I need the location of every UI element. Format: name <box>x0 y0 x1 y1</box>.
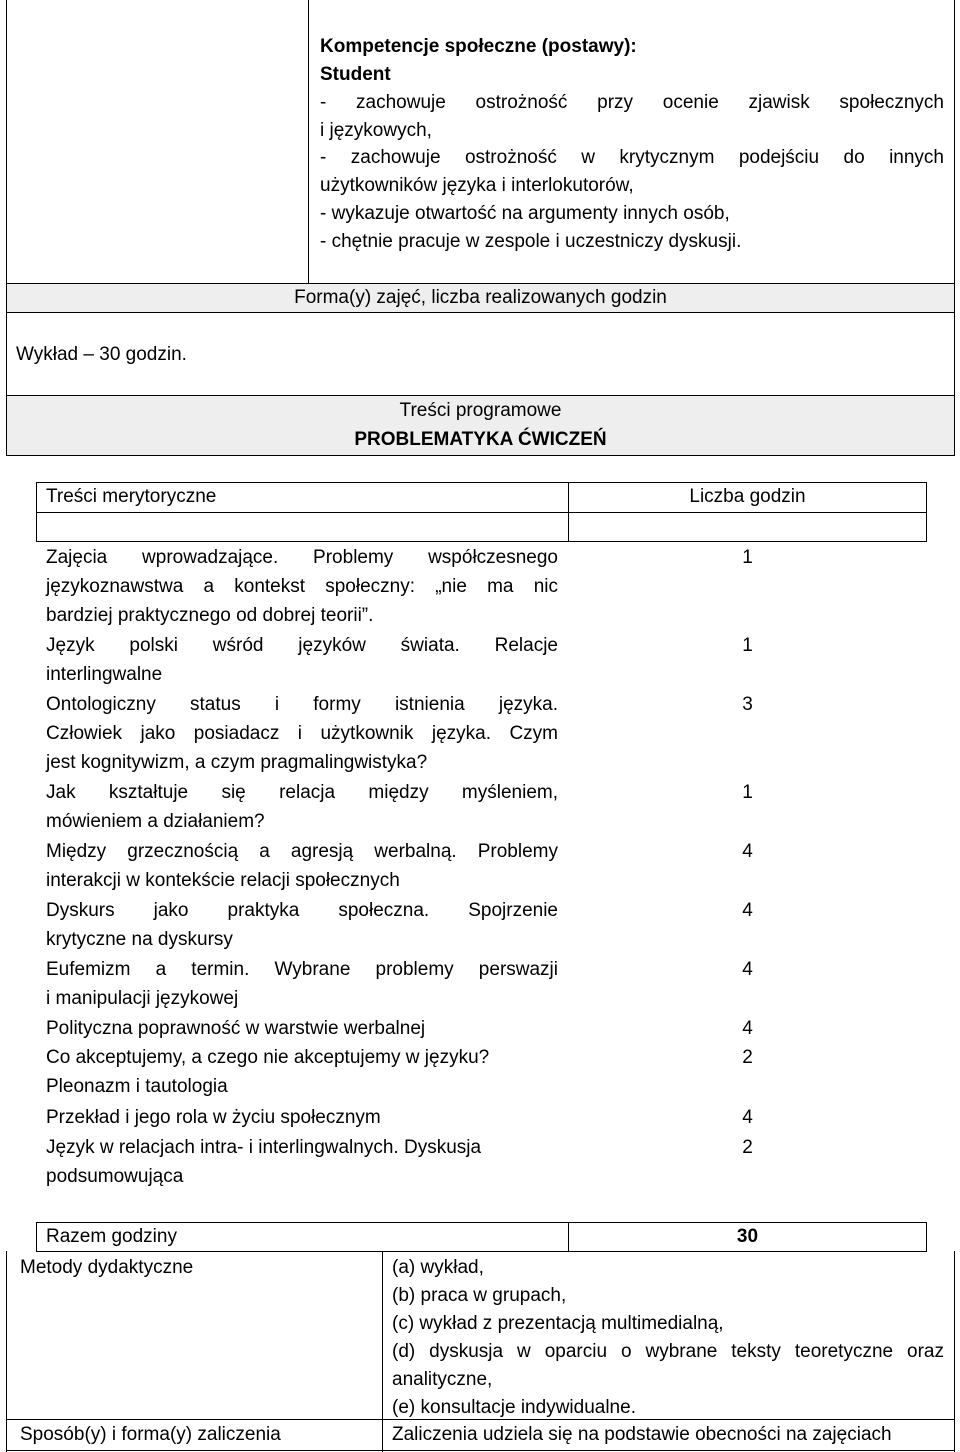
topic-line: podsumowująca <box>46 1166 184 1187</box>
methods-label: Metody dydaktyczne <box>20 1257 194 1278</box>
topic-line: Przekład i jego rola w życiu społecznym <box>46 1107 381 1128</box>
topic-hours: 4 <box>742 1107 753 1128</box>
forms-value: Wykład – 30 godzin. <box>16 344 187 365</box>
topic-line: interakcji w kontekście relacji społecznych <box>46 870 400 891</box>
topic-line: Polityczna poprawność w warstwie werbalnej <box>46 1018 426 1039</box>
topic-hours: 1 <box>742 782 753 803</box>
topic-line: Pleonazm i tautologia <box>46 1076 228 1097</box>
topic-line: Eufemizm a termin. Wybrane problemy perswazji <box>46 959 558 980</box>
topic-line: Ontologiczny status i formy istnienia języka. <box>46 694 558 715</box>
topic-hours: 2 <box>742 1047 753 1068</box>
topic-line: Jak kształtuje się relacja między myśleniem, <box>46 782 558 803</box>
total-label: Razem godziny <box>46 1226 177 1247</box>
topic-line: Między grzecznością a agresją werbalną. Problemy <box>46 841 558 862</box>
competences-heading: Kompetencje społeczne (postawy): <box>320 36 637 57</box>
competence-line: - chętnie pracuje w zespole i uczestniczy dyskusji. <box>320 231 742 252</box>
topic-line: Co akceptujemy, a czego nie akceptujemy w języku? <box>46 1047 490 1068</box>
topic-line: Zajęcia wprowadzające. Problemy współczesnego <box>46 547 558 568</box>
assessment-label: Sposób(y) i forma(y) zaliczenia <box>20 1424 281 1445</box>
topic-line: Język polski wśród języków świata. Relacje <box>46 635 558 656</box>
method-item: (d) dyskusja w oparciu o wybrane teksty teoretyczne oraz <box>392 1341 944 1362</box>
topic-hours: 4 <box>742 841 753 862</box>
topic-line: interlingwalne <box>46 664 163 685</box>
competence-line: i językowych, <box>320 120 432 141</box>
topic-hours: 2 <box>742 1137 753 1158</box>
program-header: Treści programowe <box>399 400 562 421</box>
method-item: (b) praca w grupach, <box>392 1285 567 1306</box>
forms-header: Forma(y) zajęć, liczba realizowanych godzin <box>294 287 667 308</box>
topic-line: bardziej praktycznego od dobrej teorii”. <box>46 605 374 626</box>
method-item: (a) wykład, <box>392 1257 484 1278</box>
topic-line: jest kognitywizm, a czym pragmalingwistyka? <box>46 752 428 773</box>
program-subheader: PROBLEMATYKA ĆWICZEŃ <box>354 429 607 450</box>
col-header-content: Treści merytoryczne <box>46 486 217 507</box>
topic-hours: 4 <box>742 1018 753 1039</box>
topic-line: krytyczne na dyskursy <box>46 929 233 950</box>
topic-line: Człowiek jako posiadacz i użytkownik języka. Czym <box>46 723 558 744</box>
competence-line: - zachowuje ostrożność przy ocenie zjawisk społecznych <box>320 92 944 113</box>
topic-hours: 4 <box>742 959 753 980</box>
topic-hours: 4 <box>742 900 753 921</box>
topic-hours: 3 <box>742 694 753 715</box>
topic-line: Język w relacjach intra- i interlingwalnych. Dyskusja <box>46 1137 482 1158</box>
topic-line: i manipulacji językowej <box>46 988 239 1009</box>
method-item: (e) konsultacje indywidualne. <box>392 1397 636 1418</box>
competence-line: użytkowników języka i interlokutorów, <box>320 175 634 196</box>
competence-line: - wykazuje otwartość na argumenty innych osób, <box>320 203 730 224</box>
assessment-value: Zaliczenia udziela się na podstawie obecności na zajęciach <box>392 1424 892 1445</box>
topic-hours: 1 <box>742 547 753 568</box>
topic-hours: 1 <box>742 635 753 656</box>
topic-line: mówieniem a działaniem? <box>46 811 265 832</box>
topic-line: Dyskurs jako praktyka społeczna. Spojrzenie <box>46 900 558 921</box>
topic-line: językoznawstwa a kontekst społeczny: „nie ma nic <box>46 576 558 597</box>
total-value: 30 <box>736 1226 759 1247</box>
competence-line: - zachowuje ostrożność w krytycznym podejściu do innych <box>320 147 944 168</box>
method-item: analityczne, <box>392 1369 493 1390</box>
method-item: (c) wykład z prezentacją multimedialną, <box>392 1313 724 1334</box>
competences-subject: Student <box>320 64 391 85</box>
col-header-hours: Liczba godzin <box>689 486 806 507</box>
